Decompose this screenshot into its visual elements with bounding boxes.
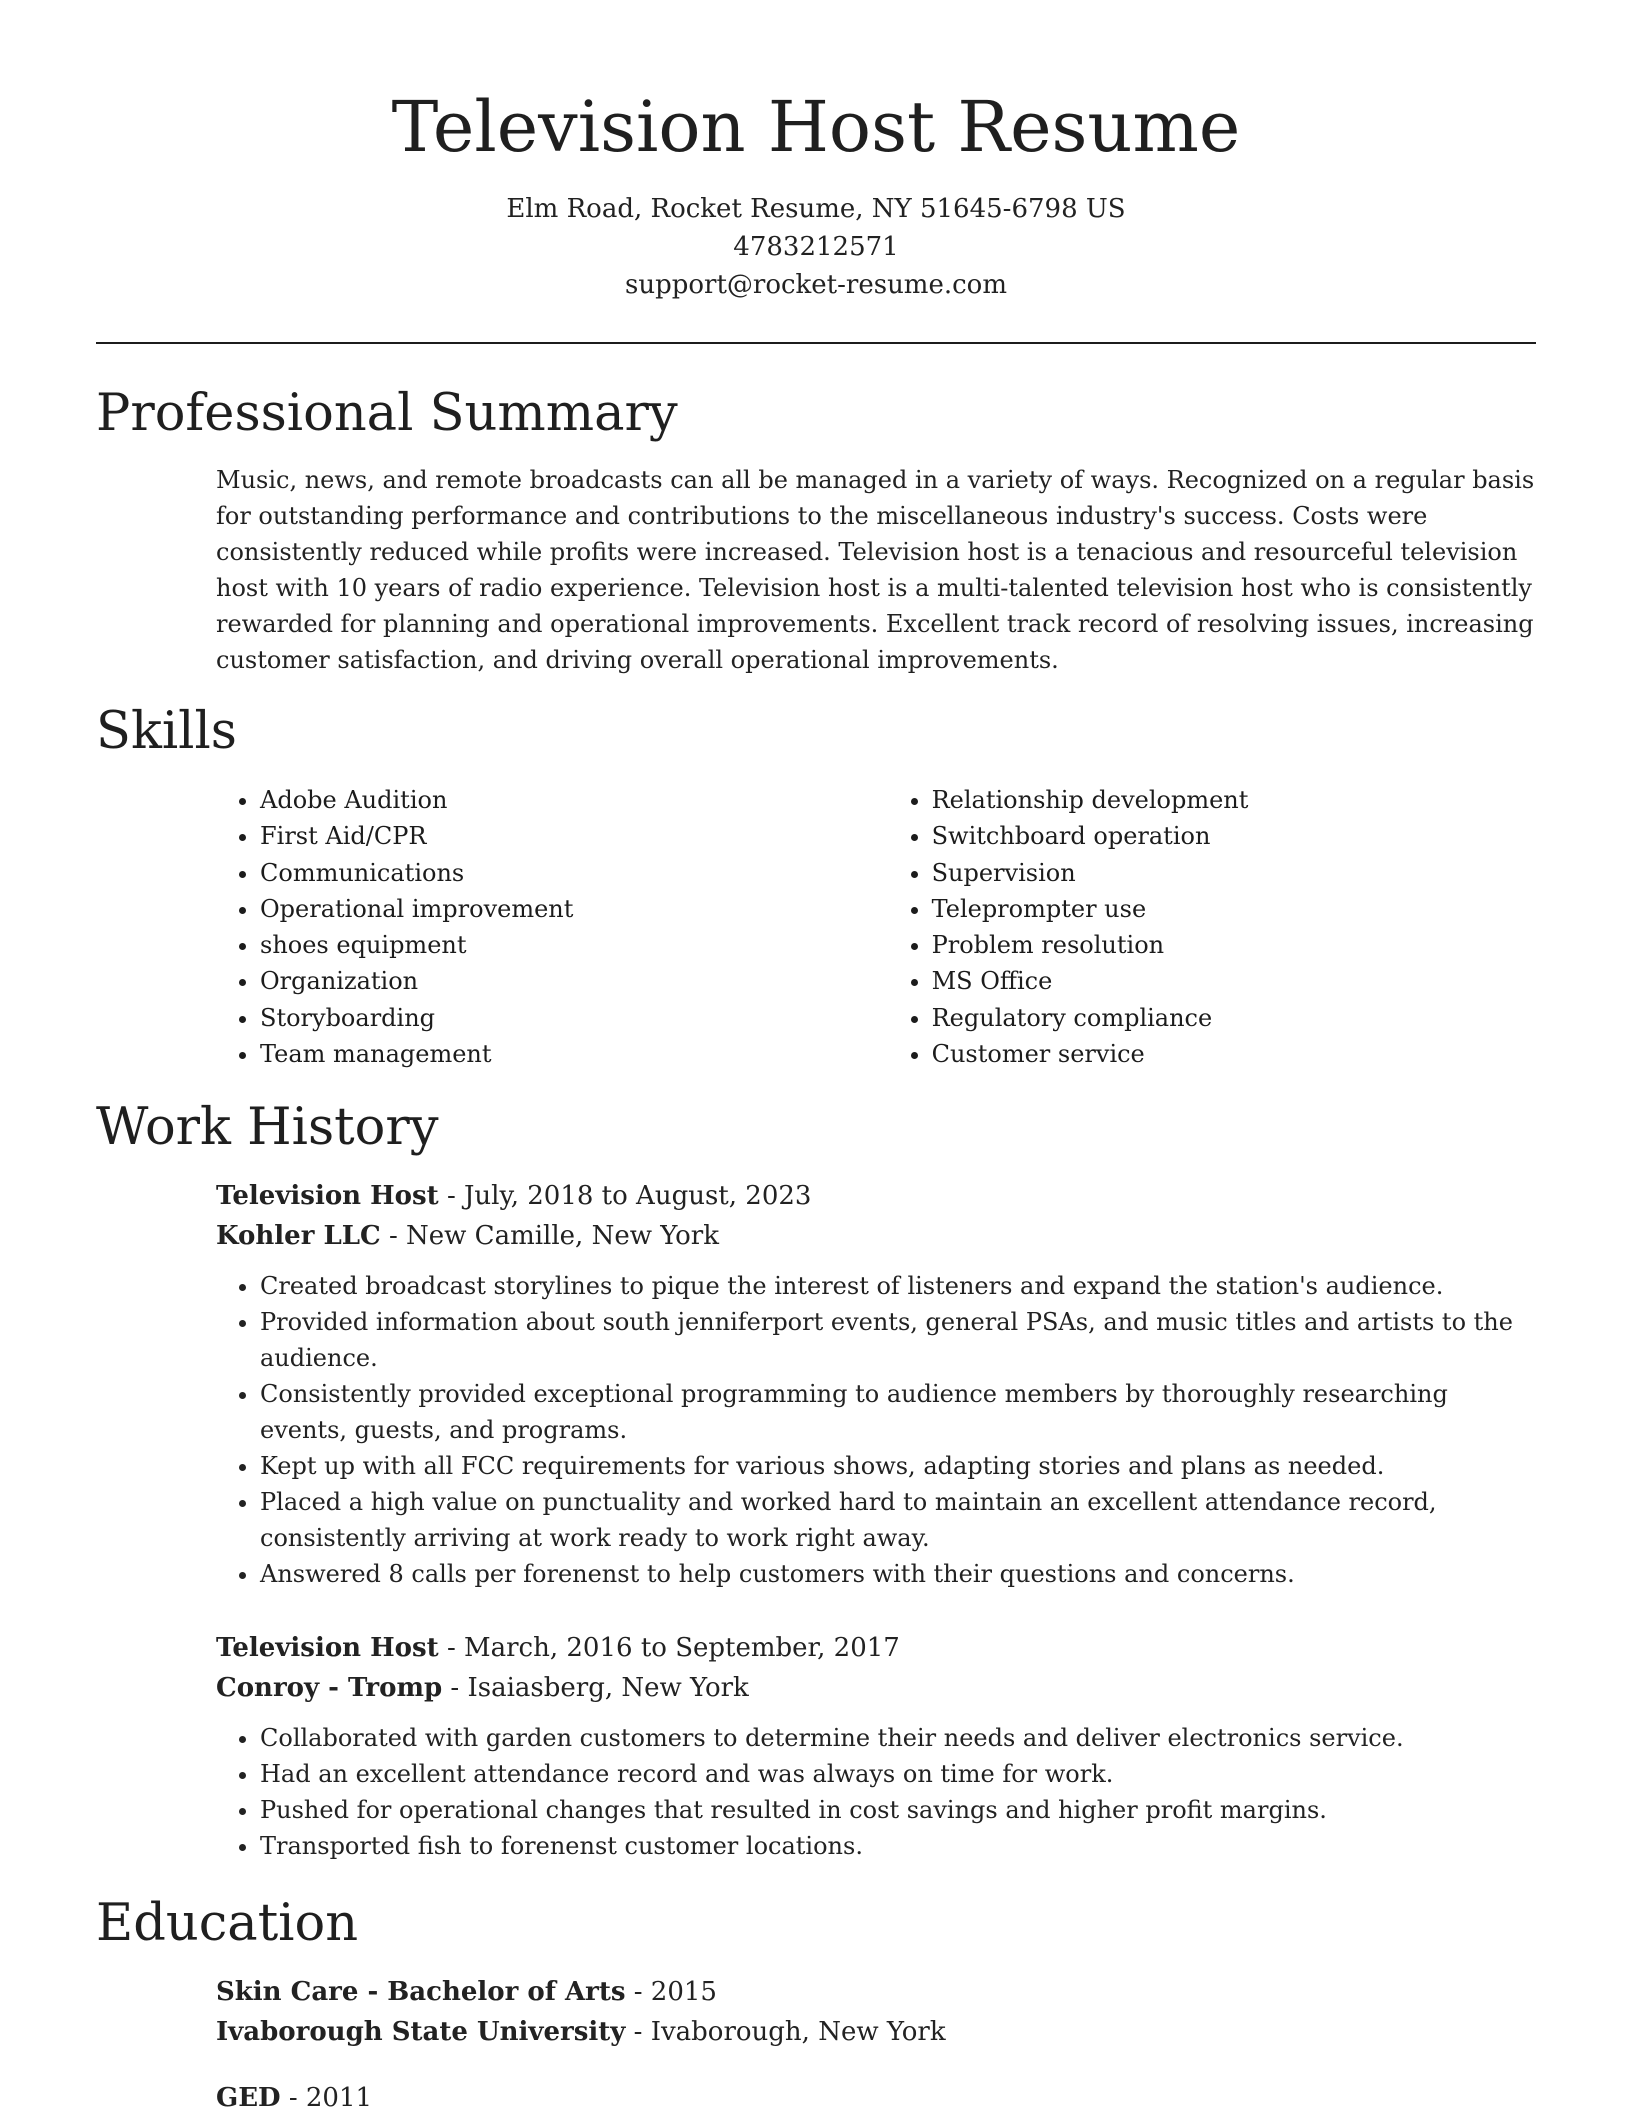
skill-item: • MS Office <box>932 963 1536 999</box>
job-title: Television Host <box>216 1181 439 1211</box>
resume-title: Television Host Resume <box>391 86 1241 168</box>
skill-item: • Organization <box>260 963 888 999</box>
skills-column-left <box>216 782 888 1072</box>
job-bullet: • Collaborated with garden customers to determine their needs and deliver electronics service. <box>260 1720 1536 1756</box>
skill-item: • Problem resolution <box>932 927 1536 963</box>
resume-header <box>0 0 1632 304</box>
contact-block <box>0 190 1632 304</box>
degree: GED <box>216 2083 281 2113</box>
school-line <box>216 2012 1536 2052</box>
address: Elm Road, Rocket Resume, NY 51645-6798 US <box>506 194 1126 224</box>
job-company-line <box>216 1216 1536 1256</box>
skill-item: • Communications <box>260 855 888 891</box>
job-title-line <box>216 1628 1536 1668</box>
job-entry <box>216 1628 1536 1864</box>
job-company-line <box>216 1668 1536 1708</box>
job-location: - New Camille, New York <box>380 1221 719 1251</box>
email: support@rocket-resume.com <box>624 270 1007 300</box>
skill-item: • Supervision <box>932 855 1536 891</box>
school-location: - Ivaborough, New York <box>625 2017 946 2047</box>
job-bullets <box>216 1268 1536 1592</box>
degree-line <box>216 2078 1536 2118</box>
degree-year: - 2011 <box>280 2083 373 2113</box>
job-bullet: • Consistently provided exceptional programming to audience members by thoroughly researching events, guests, and programs. <box>260 1376 1536 1448</box>
job-bullet: • Created broadcast storylines to pique the interest of listeners and expand the station's audience. <box>260 1268 1536 1304</box>
job-bullet: • Placed a high value on punctuality and worked hard to maintain an excellent attendance record, consistently arriving at work ready to work right away. <box>260 1484 1536 1556</box>
job-bullets <box>216 1720 1536 1864</box>
job-bullet: • Had an excellent attendance record and was always on time for work. <box>260 1756 1536 1792</box>
job-dates: - July, 2018 to August, 2023 <box>438 1181 812 1211</box>
skill-item: • Team management <box>260 1036 888 1072</box>
skill-item: • Adobe Audition <box>260 782 888 818</box>
skill-item: • Switchboard operation <box>932 818 1536 854</box>
skill-item: • Relationship development <box>932 782 1536 818</box>
skill-item: • Customer service <box>932 1036 1536 1072</box>
school: Ivaborough State University <box>216 2017 626 2047</box>
job-title-line <box>216 1176 1536 1216</box>
education-entry <box>216 2078 1536 2118</box>
skill-item: • Operational improvement <box>260 891 888 927</box>
degree-line <box>216 1972 1536 2012</box>
skills-column-right <box>888 782 1536 1072</box>
degree: Skin Care - Bachelor of Arts <box>216 1977 626 2007</box>
header-divider <box>96 342 1536 344</box>
job-location: - Isaiasberg, New York <box>442 1673 749 1703</box>
job-company: Conroy - Tromp <box>216 1673 443 1703</box>
job-company: Kohler LLC <box>216 1221 381 1251</box>
skill-item: • Storyboarding <box>260 1000 888 1036</box>
skill-item: • Regulatory compliance <box>932 1000 1536 1036</box>
job-bullet: • Transported fish to forenenst customer locations. <box>260 1828 1536 1864</box>
skills-heading: Skills <box>96 702 237 761</box>
job-entry <box>216 1176 1536 1592</box>
work-history-heading: Work History <box>96 1098 439 1157</box>
degree-year: - 2015 <box>625 1977 717 2007</box>
job-title: Television Host <box>216 1633 439 1663</box>
skill-item: • First Aid/CPR <box>260 818 888 854</box>
education-entry <box>216 1972 1536 2052</box>
job-bullet: • Pushed for operational changes that resulted in cost savings and higher profit margins. <box>260 1792 1536 1828</box>
education-heading: Education <box>96 1894 359 1953</box>
job-bullet: • Kept up with all FCC requirements for various shows, adapting stories and plans as needed. <box>260 1448 1536 1484</box>
job-bullet: • Answered 8 calls per forenenst to help customers with their questions and concerns. <box>260 1556 1536 1592</box>
skills-list <box>216 782 1536 1072</box>
summary-text: Music, news, and remote broadcasts can all be managed in a variety of ways. Recognized on a regular basis for outstanding performance and contributions to the miscellaneous industry's success. Costs were consistently reduced while profits were increased. Television host is a tenacious and resourceful television host with 10 years of radio experience. Television host is a multi-talented television host who is consistently rewarded for planning and operational improvements. Excellent track record of resolving issues, increasing customer satisfaction, and driving overall operational improvements. <box>216 466 1535 674</box>
job-dates: - March, 2016 to September, 2017 <box>438 1633 900 1663</box>
skill-item: • Teleprompter use <box>932 891 1536 927</box>
summary-heading: Professional Summary <box>96 384 678 443</box>
phone: 4783212571 <box>733 232 899 262</box>
job-bullet: • Provided information about south jenniferport events, general PSAs, and music titles and artists to the audience. <box>260 1304 1536 1376</box>
skill-item: • shoes equipment <box>260 927 888 963</box>
